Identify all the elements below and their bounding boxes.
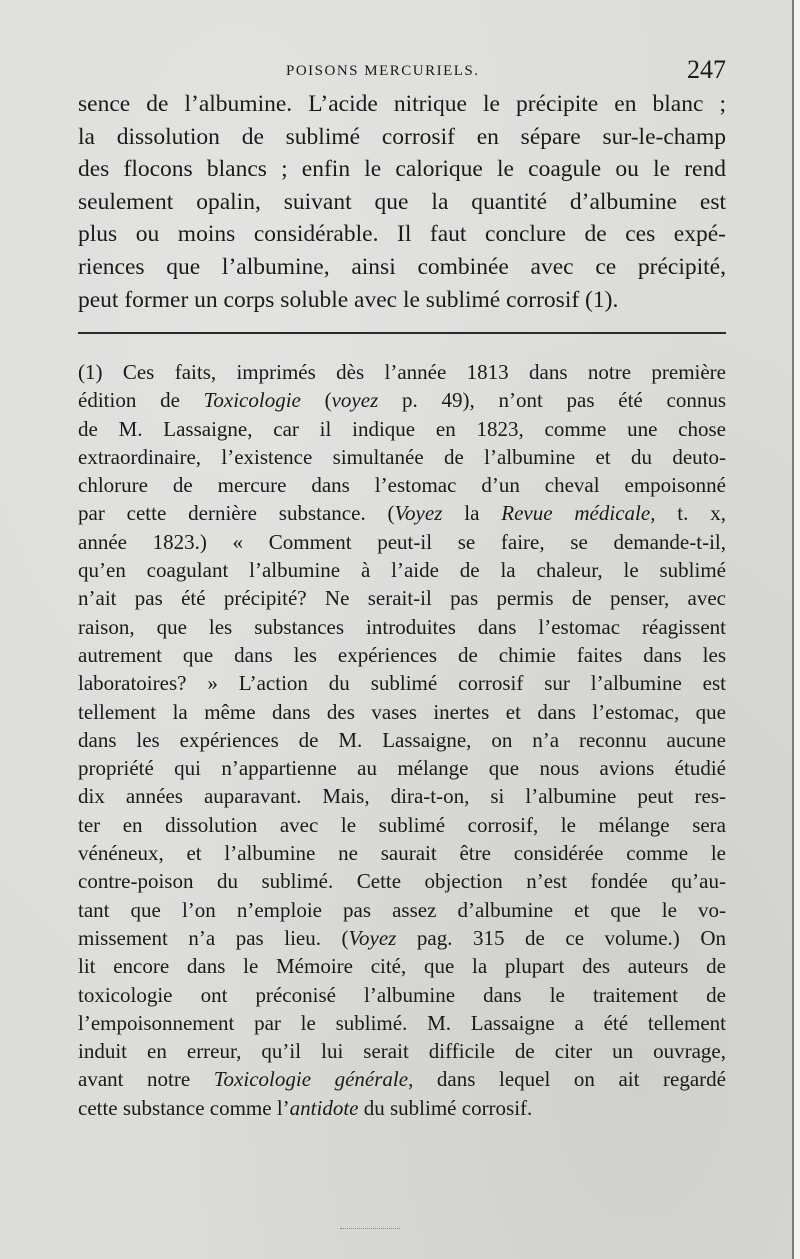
footnote-italic-text: Toxicologie générale	[213, 1067, 409, 1092]
footnote-line	[78, 528, 726, 556]
main-paragraph	[78, 88, 726, 316]
footnote-text: (1) Ces faits, imprimés dès l’année 1813 dans notre première	[78, 360, 726, 384]
main-text-line: peut former un corps soluble avec le sublimé corrosif (1).	[78, 286, 619, 313]
footnote-text: avant notre	[78, 1067, 214, 1092]
footnote-text: l’empoisonnement par le sublimé. M. Lassaigne a été tellement	[78, 1010, 726, 1035]
footnote-line	[78, 1065, 726, 1093]
page-number: 247	[687, 55, 726, 84]
footnote-line	[78, 839, 726, 867]
footnote-line	[78, 867, 726, 895]
footnote-text: propriété qui n’appartienne au mélange que nous avions étudié	[78, 756, 726, 781]
bottom-mark	[340, 1228, 400, 1230]
footnote-text: chlorure de mercure dans l’estomac d’un cheval empoisonné	[78, 473, 726, 498]
footnote-text: vénéneux, et l’albumine ne saurait être considérée comme le	[78, 841, 726, 866]
footnote-line	[78, 952, 726, 980]
footnote-line	[78, 811, 726, 839]
footnote-text: laboratoires? » L’action du sublimé corrosif sur l’albumine est	[78, 671, 726, 696]
footnote-line	[78, 1037, 726, 1065]
main-text-line: seulement opalin, suivant que la quantité d’albumine est	[78, 188, 726, 215]
footnote-text: lit encore dans le Mémoire cité, que la plupart des auteurs de	[78, 954, 726, 979]
main-text-line: des flocons blancs ; enfin le calorique le coagule ou le rend	[78, 156, 726, 183]
footnote-line	[78, 471, 726, 499]
main-text-line: la dissolution de sublimé corrosif en sépare sur-le-champ	[78, 123, 726, 150]
footnote-separator	[78, 332, 726, 334]
footnote-italic-text: Voyez	[394, 501, 443, 526]
footnote-text: qu’en coagulant l’albumine à l’aide de la chaleur, le sublimé	[78, 558, 726, 583]
footnote-line	[78, 924, 726, 952]
footnote-line	[78, 754, 726, 782]
footnote-text: toxicologie ont préconisé l’albumine dans le traitement de	[78, 982, 726, 1007]
footnote-italic-text: Voyez	[348, 925, 397, 950]
main-text-line: plus ou moins considérable. Il faut conclure de ces expé-	[78, 221, 726, 248]
footnote-line	[78, 981, 726, 1009]
main-text-line: sence de l’albumine. L’acide nitrique le précipite en blanc ;	[78, 91, 726, 117]
footnote-text: contre-poison du sublimé. Cette objection n’est fondée qu’au-	[78, 869, 726, 894]
footnote-text: raison, que les substances introduites dans l’estomac réagissent	[78, 614, 726, 639]
footnote-line	[78, 1094, 726, 1122]
footnote-text: édition de	[78, 388, 204, 413]
footnote-text: extraordinaire, l’existence simultanée de l’albumine et du deuto-	[78, 444, 726, 469]
footnote-text: dix années auparavant. Mais, dira-t-on, si l’albumine peut res-	[78, 784, 726, 809]
footnote-italic-text: Toxicologie	[203, 388, 301, 413]
footnote	[78, 358, 726, 1122]
footnote-text: p. 49), n’ont pas été connus	[378, 388, 726, 413]
page-edge	[792, 0, 800, 1259]
footnote-line	[78, 782, 726, 810]
footnote-line	[78, 669, 726, 697]
footnote-line	[78, 415, 726, 443]
footnote-line	[78, 443, 726, 471]
footnote-text: cette substance comme l’	[78, 1095, 290, 1120]
footnote-text: tellement la même dans des vases inertes et dans l’estomac, que	[78, 699, 726, 724]
footnote-line	[78, 698, 726, 726]
footnote-line	[78, 556, 726, 584]
footnote-line	[78, 584, 726, 612]
running-head: POISONS MERCURIELS.	[286, 63, 480, 79]
footnote-italic-text: Revue médicale,	[501, 501, 656, 526]
footnote-text: la	[442, 501, 502, 526]
footnote-text: pag. 315 de ce volume.) On	[396, 925, 726, 950]
footnote-text: du sublimé corrosif.	[358, 1095, 533, 1120]
footnote-text: n’ait pas été précipité? Ne serait-il pas permis de penser, avec	[78, 586, 726, 611]
main-text-line: riences que l’albumine, ainsi combinée avec ce précipité,	[78, 253, 726, 280]
footnote-line	[78, 1009, 726, 1037]
footnote-text: année 1823.) « Comment peut-il se faire, se demande-t-il,	[78, 529, 726, 554]
footnote-text: induit en erreur, qu’il lui serait difficile de citer un ouvrage,	[78, 1039, 726, 1064]
footnote-text: tant que l’on n’emploie pas assez d’albumine et que le vo-	[78, 897, 726, 922]
footnote-text: autrement que dans les expériences de chimie faites dans les	[78, 642, 726, 667]
footnote-text: dans les expériences de M. Lassaigne, on n’a reconnu aucune	[78, 727, 726, 752]
footnote-text: , dans lequel on ait regardé	[408, 1067, 726, 1092]
footnote-line	[78, 499, 726, 527]
footnote-line	[78, 613, 726, 641]
footnote-line	[78, 386, 726, 414]
footnote-text: ter en dissolution avec le sublimé corrosif, le mélange sera	[78, 812, 726, 837]
footnote-text: t. x,	[655, 501, 726, 526]
footnote-line	[78, 641, 726, 669]
footnote-line	[78, 896, 726, 924]
footnote-text: missement n’a pas lieu. (	[78, 925, 349, 950]
footnote-italic-text: antidote	[289, 1095, 359, 1120]
footnote-line	[78, 726, 726, 754]
footnote-text: de M. Lassaigne, car il indique en 1823, comme une chose	[78, 416, 726, 441]
footnote-text: (	[300, 388, 332, 413]
footnote-italic-text: voyez	[331, 388, 379, 413]
page-header	[78, 55, 726, 89]
footnote-line	[78, 358, 726, 386]
footnote-text: par cette dernière substance. (	[78, 501, 395, 526]
